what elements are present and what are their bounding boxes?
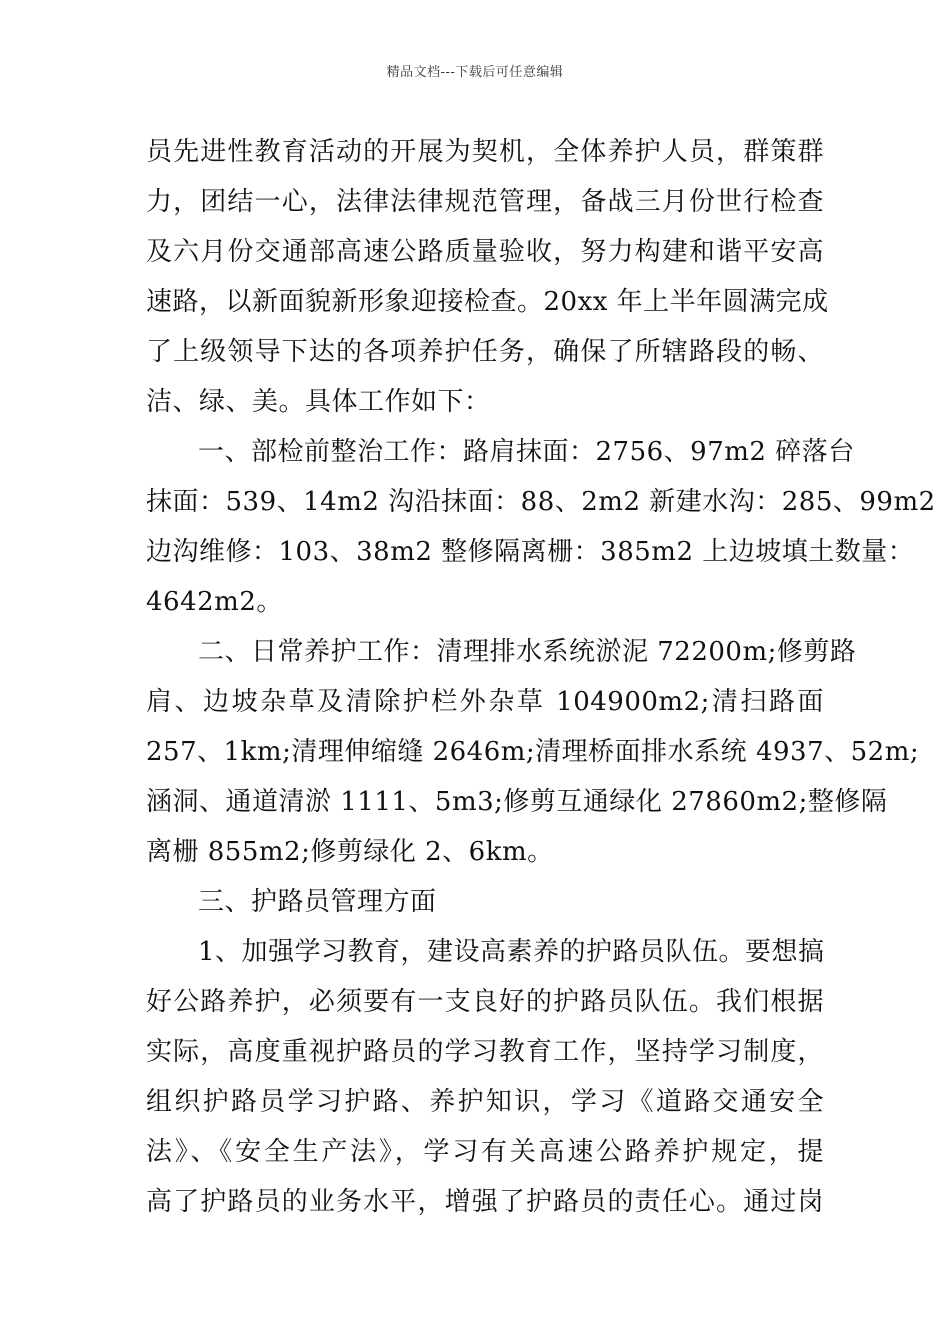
text-line: 4642m2。 [146,587,283,617]
section-three-heading: 三、护路员管理方面 [198,887,437,917]
text-line: 好公路养护，必须要有一支良好的护路员队伍。我们根据 [146,987,824,1017]
text-line: 涵洞、通道清淤 1111、5m3;修剪互通绿化 27860m2;整修隔 [146,787,888,817]
text-line: 速路，以新面貌新形象迎接检查。20xx 年上半年圆满完成 [146,287,829,317]
section-two-line: 二、日常养护工作：清理排水系统淤泥 72200m;修剪路 [198,637,857,667]
page-header: 精品文档---下载后可任意编辑 [386,65,564,80]
text-line: 员先进性教育活动的开展为契机，全体养护人员，群策群 [146,137,824,167]
text-line: 力，团结一心，法律法律规范管理，备战三月份世行检查 [146,187,824,217]
text-line: 离栅 855m2;修剪绿化 2、6km。 [146,837,554,867]
item-one-line: 1、加强学习教育，建设高素养的护路员队伍。要想搞 [198,937,825,967]
text-line: 法》、《安全生产法》，学习有关高速公路养护规定，提 [146,1137,824,1167]
text-line: 了上级领导下达的各项养护任务，确保了所辖路段的畅、 [146,337,824,367]
text-line: 实际，高度重视护路员的学习教育工作，坚持学习制度， [146,1037,824,1067]
text-line: 边沟维修：103、38m2 整修隔离栅：385m2 上边坡填土数量： [146,537,915,567]
text-line: 组织护路员学习护路、养护知识，学习《道路交通安全 [146,1087,824,1117]
text-line: 洁、绿、美。具体工作如下： [146,387,491,417]
body-text [146,127,936,1227]
text-line: 高了护路员的业务水平，增强了护路员的责任心。通过岗 [146,1187,824,1217]
text-line: 及六月份交通部高速公路质量验收，努力构建和谐平安高 [146,237,824,267]
text-line: 肩、边坡杂草及清除护栏外杂草 104900m2;清扫路面 [146,687,824,717]
text-line: 抹面：539、14m2 沟沿抹面：88、2m2 新建水沟：285、99m2 [146,487,936,517]
section-one-line: 一、部检前整治工作：路肩抹面：2756、97m2 碎落台 [198,437,855,467]
text-line: 257、1km;清理伸缩缝 2646m;清理桥面排水系统 4937、52m; [146,737,920,767]
